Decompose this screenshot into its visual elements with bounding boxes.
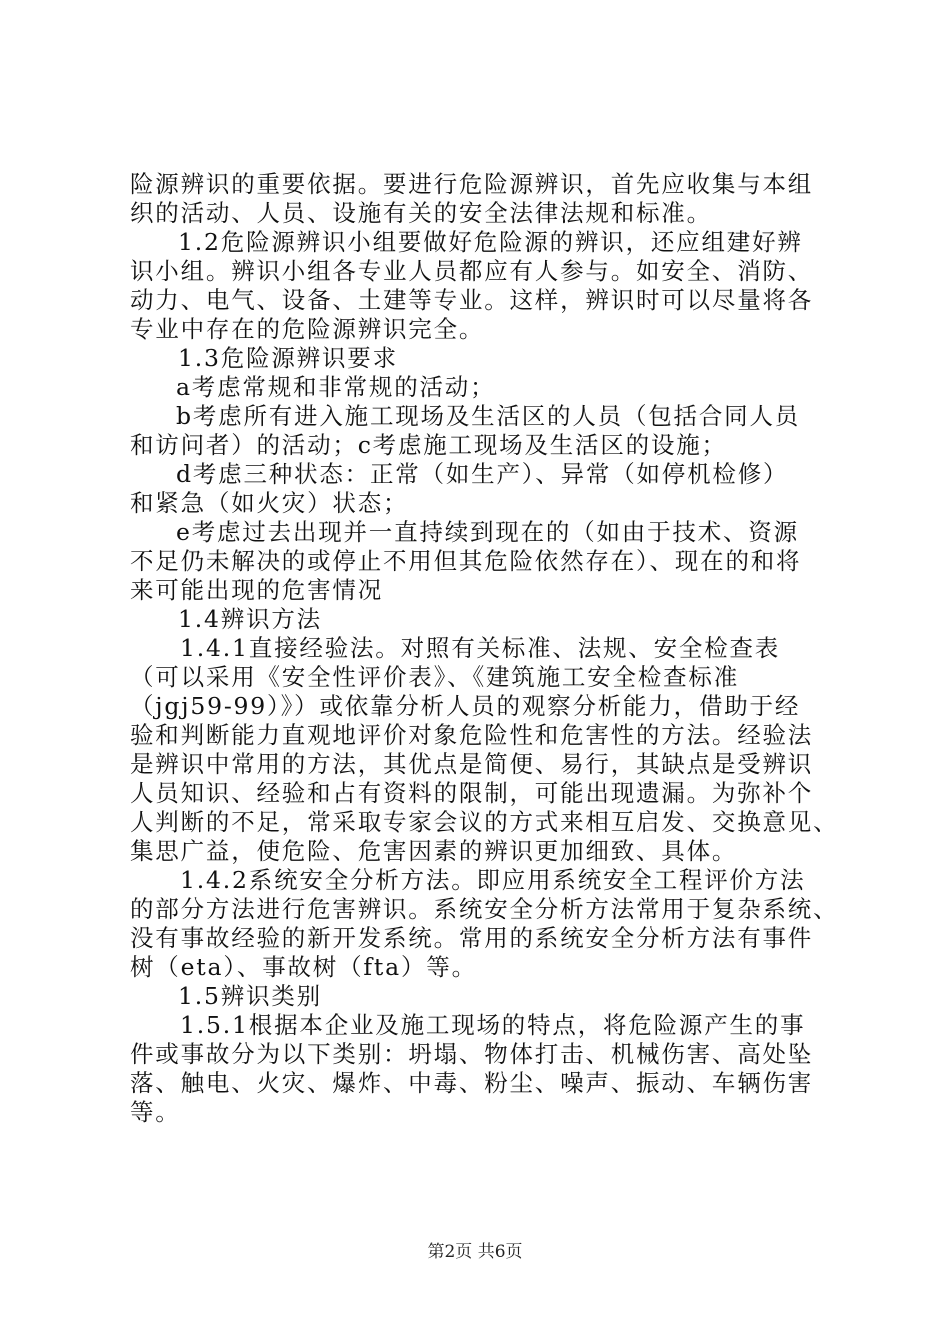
text-line: （jgj59-99）》）或依靠分析人员的观察分析能力，借助于经 xyxy=(130,692,801,720)
text-line: 是辨识中常用的方法，其优点是简便、易行，其缺点是受辨识 xyxy=(130,750,814,778)
page-footer xyxy=(0,1241,950,1263)
text-line: 和紧急（如火灾）状态； xyxy=(130,489,409,517)
document-body xyxy=(130,170,839,1127)
text-line: 来可能出现的危害情况 xyxy=(130,576,383,604)
list-item-a: a考虑常规和非常规的活动； xyxy=(176,373,496,401)
paragraph-1-4-2: 1.4.2系统安全分析方法。即应用系统安全工程评价方法 xyxy=(180,866,806,894)
text-line: 验和判断能力直观地评价对象危险性和危害性的方法。经验法 xyxy=(130,721,814,749)
text-line: 等。 xyxy=(130,1098,181,1126)
page-number: 第2页 共6页 xyxy=(427,1242,523,1262)
section-heading-1-3: 1.3危险源辨识要求 xyxy=(178,344,398,372)
paragraph-1-4-1: 1.4.1直接经验法。对照有关标准、法规、安全检查表 xyxy=(180,634,781,662)
text-line: 动力、电气、设备、土建等专业。这样，辨识时可以尽量将各 xyxy=(130,286,814,314)
text-line: 件或事故分为以下类别：坍塌、物体打击、机械伤害、高处坠 xyxy=(130,1040,814,1068)
text-line: 的部分方法进行危害辨识。系统安全分析方法常用于复杂系统、 xyxy=(130,895,839,923)
text-line: 织的活动、人员、设施有关的安全法律法规和标准。 xyxy=(130,199,712,227)
text-line: （可以采用《安全性评价表》、《建筑施工安全检查标准 xyxy=(130,663,739,691)
text-line: 识小组。辨识小组各专业人员都应有人参与。如安全、消防、 xyxy=(130,257,814,285)
list-item-b: b考虑所有进入施工现场及生活区的人员（包括合同人员 xyxy=(176,402,801,430)
section-heading-1-5: 1.5辨识类别 xyxy=(178,982,322,1010)
text-line: 不足仍未解决的或停止不用但其危险依然存在）、现在的和将 xyxy=(130,547,802,575)
section-heading-1-4: 1.4辨识方法 xyxy=(178,605,322,633)
text-line: 集思广益，使危险、危害因素的辨识更加细致、具体。 xyxy=(130,837,738,865)
list-item-d: d考虑三种状态：正常（如生产）、异常（如停机检修） xyxy=(176,460,789,488)
text-line: 和访问者）的活动；c考虑施工现场及生活区的设施； xyxy=(130,431,727,459)
paragraph-1-5-1: 1.5.1根据本企业及施工现场的特点，将危险源产生的事 xyxy=(180,1011,806,1039)
text-line: 没有事故经验的新开发系统。常用的系统安全分析方法有事件 xyxy=(130,924,814,952)
text-line: 落、触电、火灾、爆炸、中毒、粉尘、噪声、振动、车辆伤害 xyxy=(130,1069,814,1097)
text-line: 人员知识、经验和占有资料的限制，可能出现遗漏。为弥补个 xyxy=(130,779,814,807)
list-item-e: e考虑过去出现并一直持续到现在的（如由于技术、资源 xyxy=(176,518,799,546)
text-line: 人判断的不足，常采取专家会议的方式来相互启发、交换意见、 xyxy=(130,808,839,836)
text-line: 专业中存在的危险源辨识完全。 xyxy=(130,315,485,343)
text-line: 险源辨识的重要依据。要进行危险源辨识，首先应收集与本组 xyxy=(130,170,814,198)
paragraph-1-2: 1.2危险源辨识小组要做好危险源的辨识，还应组建好辨 xyxy=(178,228,803,256)
text-line: 树（eta）、事故树（fta）等。 xyxy=(130,953,477,981)
